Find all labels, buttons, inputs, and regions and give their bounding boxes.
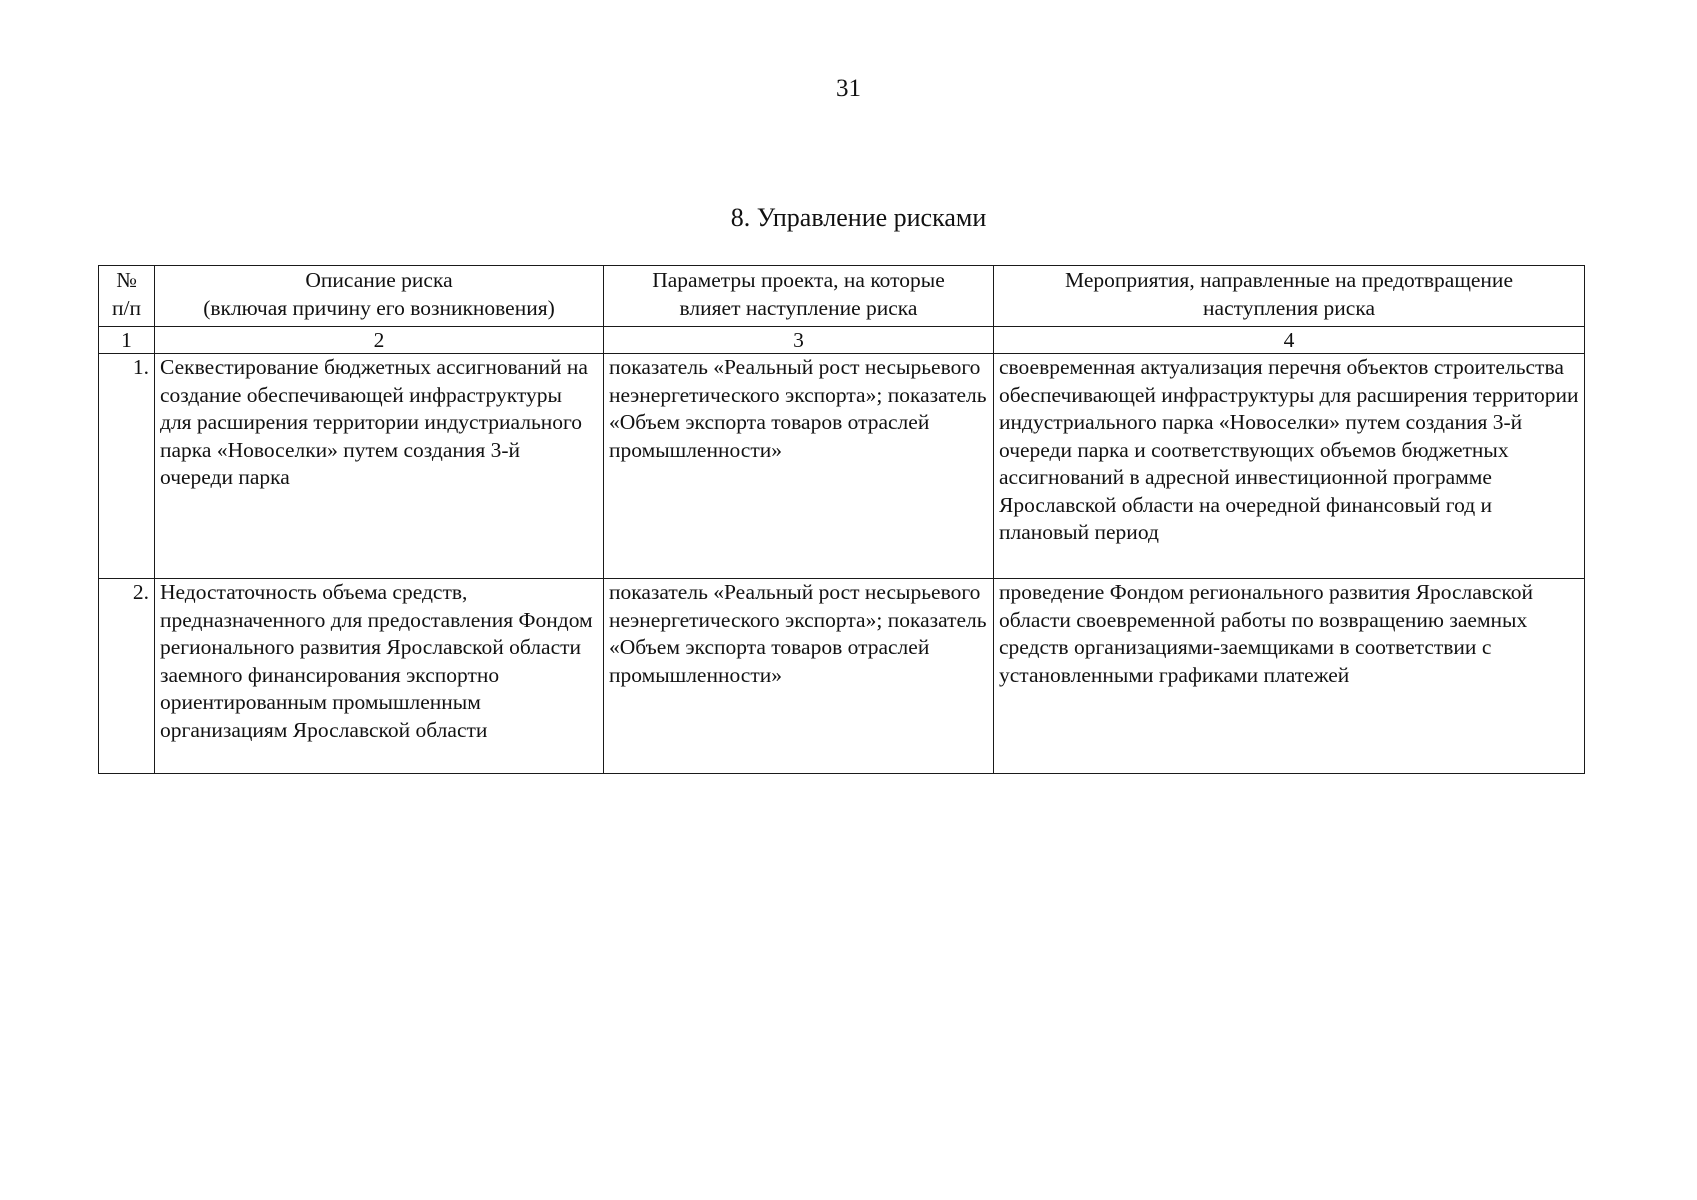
header-risk-description: [155, 266, 604, 327]
column-number: 1: [99, 327, 155, 354]
column-number: 3: [604, 327, 994, 354]
row-number: 2.: [99, 579, 155, 774]
prevention-measures-cell: своевременная актуализация перечня объектов строительства обеспечивающей инфраструктуры для расширения территории индустриального парка «Новоселки» путем создания 3-й очереди парка и соответствующих объемов бюджетных ассигнований в адресной инвестиционной программе Ярославской области на очередной финансовый год и плановый период: [994, 354, 1585, 579]
table-row: [99, 354, 1585, 579]
header-risk-line1: Описание риска: [305, 268, 453, 292]
column-number: 4: [994, 327, 1585, 354]
table-row: [99, 579, 1585, 774]
page-number: 31: [836, 75, 861, 102]
project-parameters-cell: показатель «Реальный рост несырьевого неэнергетического экспорта»; показатель «Объем экспорта товаров отраслей промышленности»: [604, 579, 994, 774]
header-number-line1: №: [116, 268, 137, 292]
header-project-parameters: [604, 266, 994, 327]
prevention-measures-cell: проведение Фондом регионального развития Ярославской области своевременной работы по возвращению заемных средств организациями-заемщиками в соответствии с установленными графиками платежей: [994, 579, 1585, 774]
header-number-line2: п/п: [112, 296, 141, 320]
header-prevention-measures: [994, 266, 1585, 327]
project-parameters-cell: показатель «Реальный рост несырьевого неэнергетического экспорта»; показатель «Объем экспорта товаров отраслей промышленности»: [604, 354, 994, 579]
header-parameters-line2: влияет наступление риска: [679, 296, 918, 320]
header-parameters-line1: Параметры проекта, на которые: [652, 268, 945, 292]
header-risk-line2: (включая причину его возникновения): [203, 296, 555, 320]
risk-management-table: [98, 265, 1585, 774]
risk-description-cell: Недостаточность объема средств, предназначенного для предоставления Фондом регионального развития Ярославской области заемного финансирования экспортно ориентированным промышленным организациям Ярославской области: [155, 579, 604, 774]
table-header-row: [99, 266, 1585, 327]
row-number: 1.: [99, 354, 155, 579]
section-title: 8. Управление рисками: [730, 203, 987, 232]
header-number: [99, 266, 155, 327]
column-number: 2: [155, 327, 604, 354]
risk-description-cell: Секвестирование бюджетных ассигнований на создание обеспечивающей инфраструктуры для расширения территории индустриального парка «Новоселки» путем создания 3-й очереди парка: [155, 354, 604, 579]
column-number-row: [99, 327, 1585, 354]
header-measures-line1: Мероприятия, направленные на предотвращение: [1065, 268, 1513, 292]
header-measures-line2: наступления риска: [1203, 296, 1375, 320]
